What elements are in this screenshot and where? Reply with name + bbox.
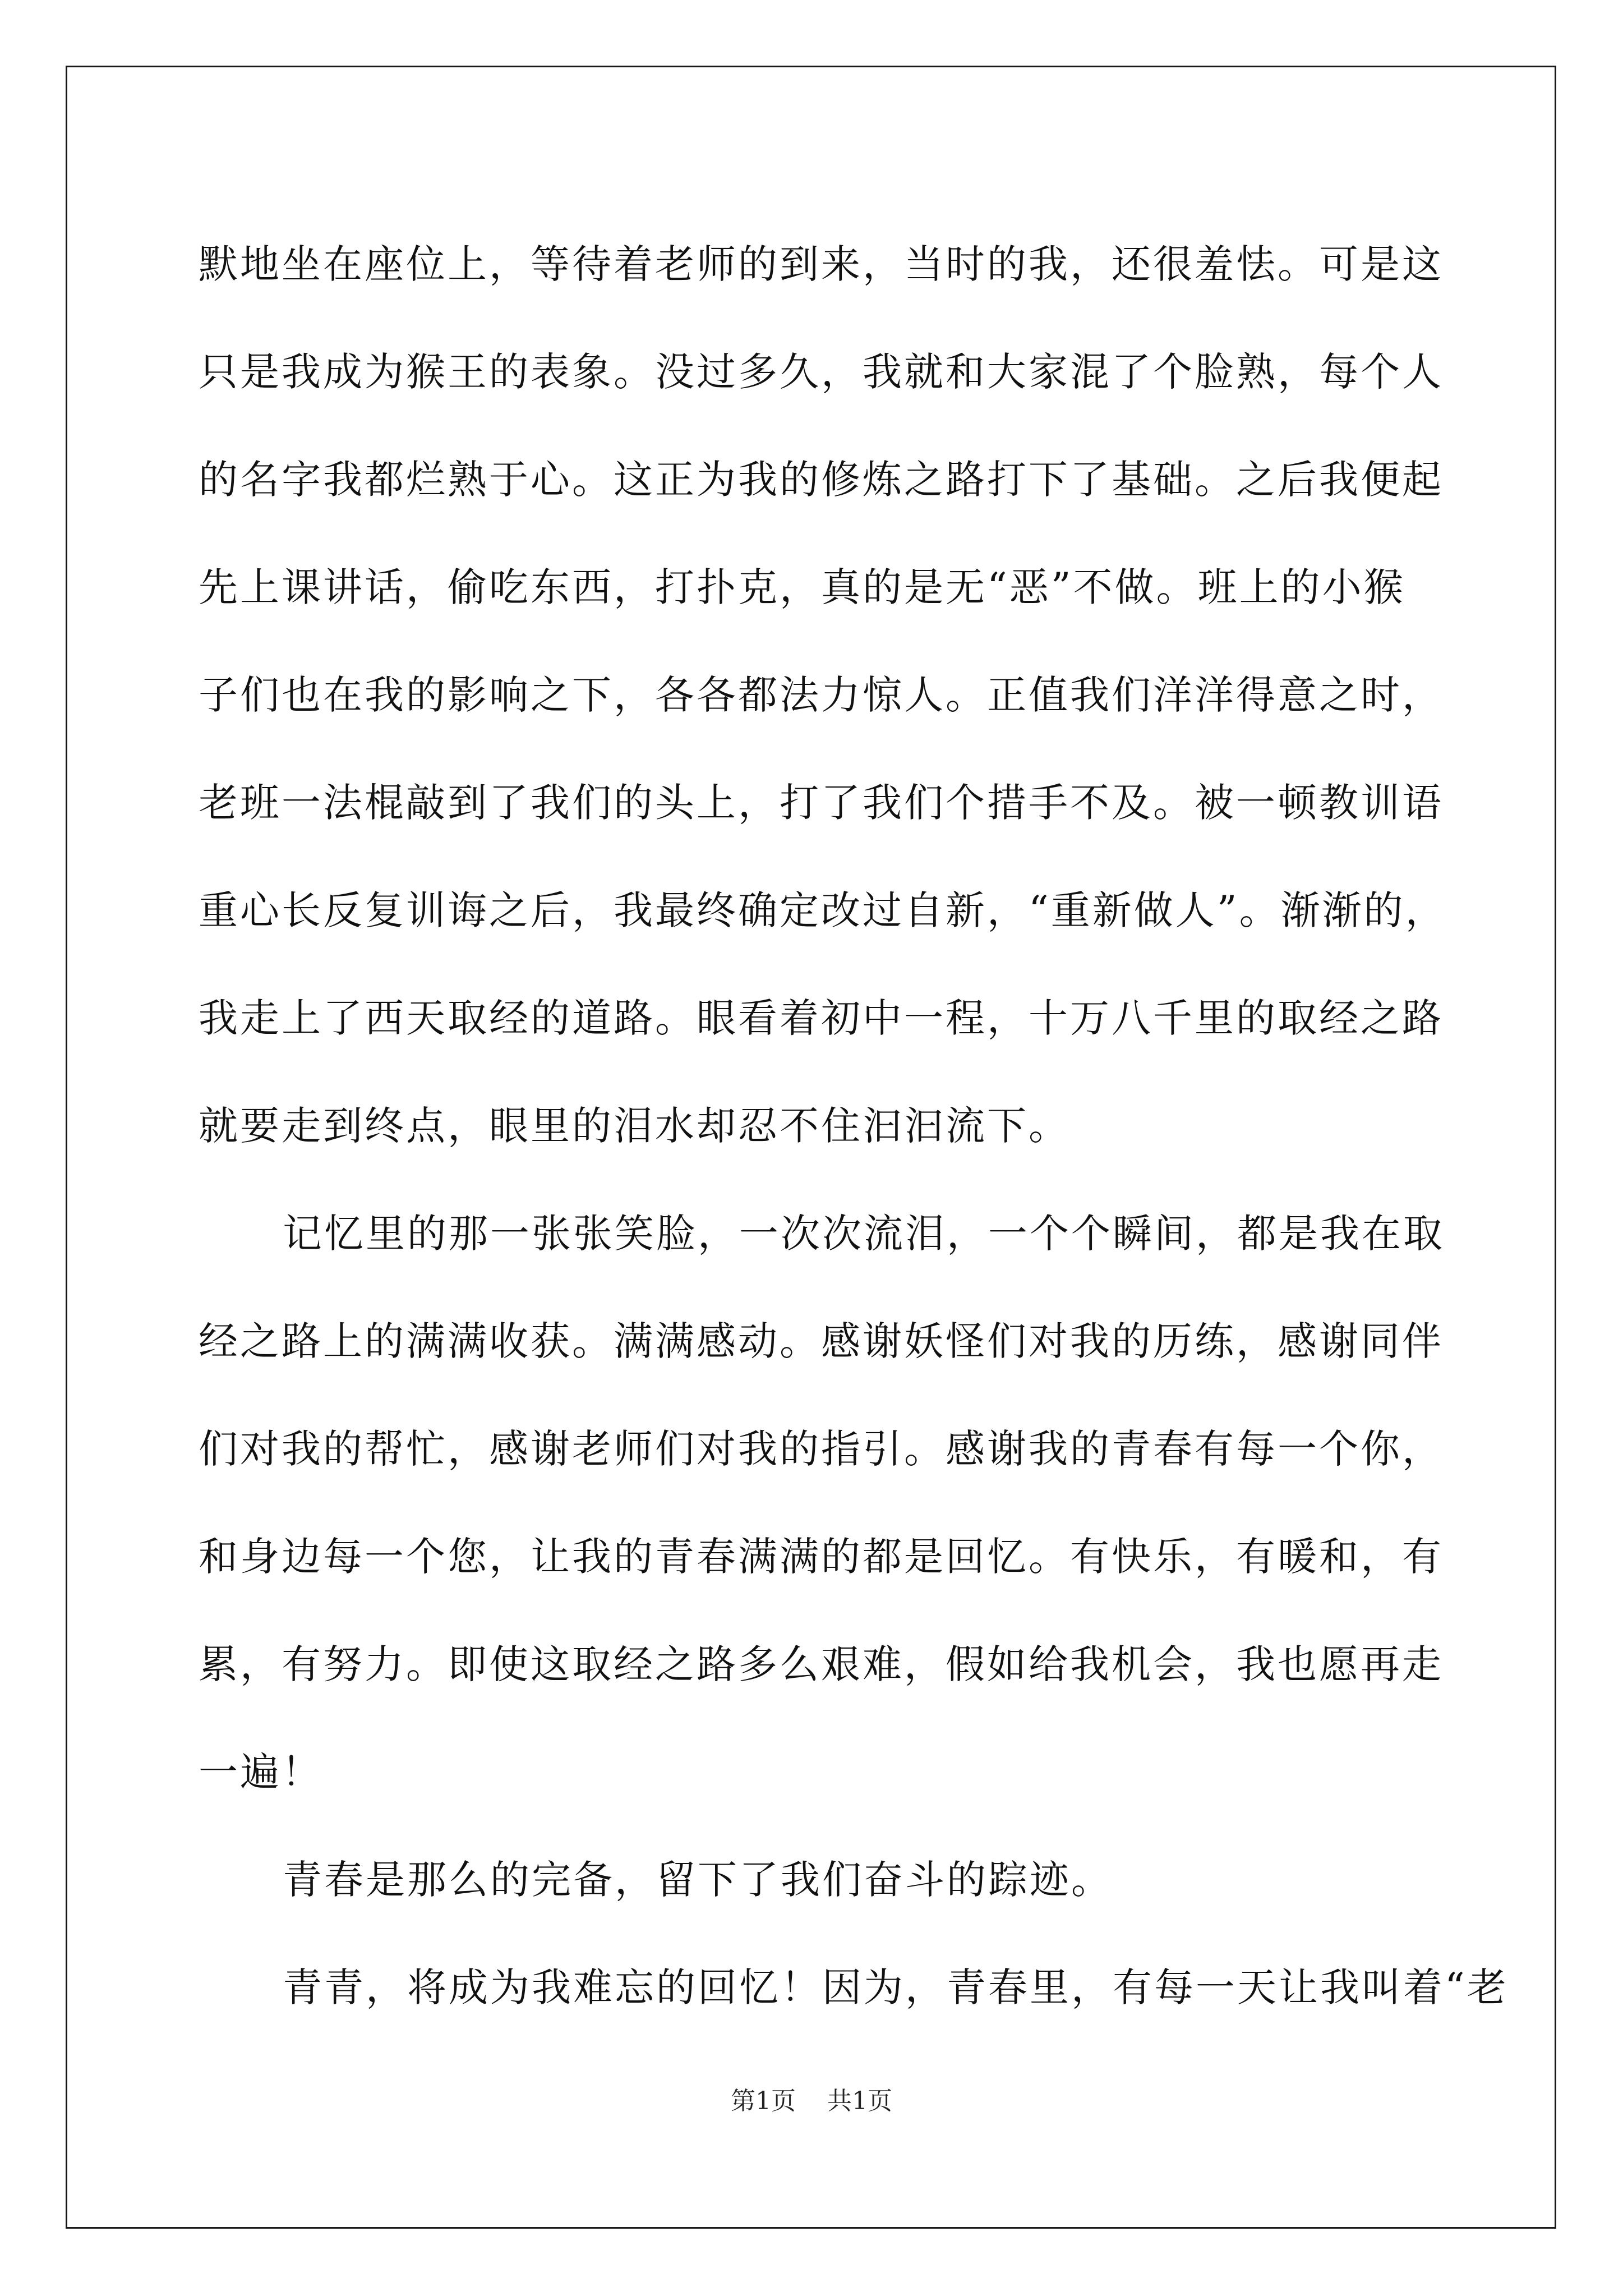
document-body xyxy=(199,210,1509,2041)
text-line: 一遍！ xyxy=(199,1749,323,1795)
text-line: 的名字我都烂熟于心。这正为我的修炼之路打下了基础。之后我便起 xyxy=(199,457,1444,503)
text-line: 累，有努力。即使这取经之路多么艰难，假如给我机会，我也愿再走 xyxy=(199,1641,1444,1687)
page-number-current: 第1页 xyxy=(731,2087,796,2115)
text-line: 们对我的帮忙，感谢老师们对我的指引。感谢我的青春有每一个你， xyxy=(199,1426,1444,1472)
text-line: 默地坐在座位上，等待着老师的到来，当时的我，还很羞怯。可是这 xyxy=(199,241,1444,287)
paragraph-start-line: 青青，将成为我难忘的回忆！因为，青春里，有每一天让我叫着“老 xyxy=(283,1964,1509,2010)
page-number-total: 共1页 xyxy=(827,2087,892,2115)
paragraph-start-line: 青春是那么的完备，留下了我们奋斗的踪迹。 xyxy=(283,1857,1113,1903)
text-line: 我走上了西天取经的道路。眼看着初中一程，十万八千里的取经之路 xyxy=(199,995,1444,1041)
text-line: 先上课讲话，偷吃东西，打扑克，真的是无“恶”不做。班上的小猴 xyxy=(199,564,1405,610)
text-line: 就要走到终点，眼里的泪水却忍不住汩汩流下。 xyxy=(199,1103,1070,1149)
paragraph-start-line: 记忆里的那一张张笑脸，一次次流泪，一个个瞬间，都是我在取 xyxy=(283,1211,1445,1257)
text-line: 和身边每一个您，让我的青春满满的都是回忆。有快乐，有暖和，有 xyxy=(199,1534,1444,1580)
text-line: 重心长反复训诲之后，我最终确定改过自新，“重新做人”。渐渐的， xyxy=(199,887,1447,933)
text-line: 子们也在我的影响之下，各各都法力惊人。正值我们洋洋得意之时， xyxy=(199,672,1444,718)
text-line: 经之路上的满满收获。满满感动。感谢妖怪们对我的历练，感谢同伴 xyxy=(199,1318,1444,1364)
text-line: 老班一法棍敲到了我们的头上，打了我们个措手不及。被一顿教训语 xyxy=(199,780,1444,826)
page-footer xyxy=(0,2086,1623,2117)
text-line: 只是我成为猴王的表象。没过多久，我就和大家混了个脸熟，每个人 xyxy=(199,349,1444,395)
